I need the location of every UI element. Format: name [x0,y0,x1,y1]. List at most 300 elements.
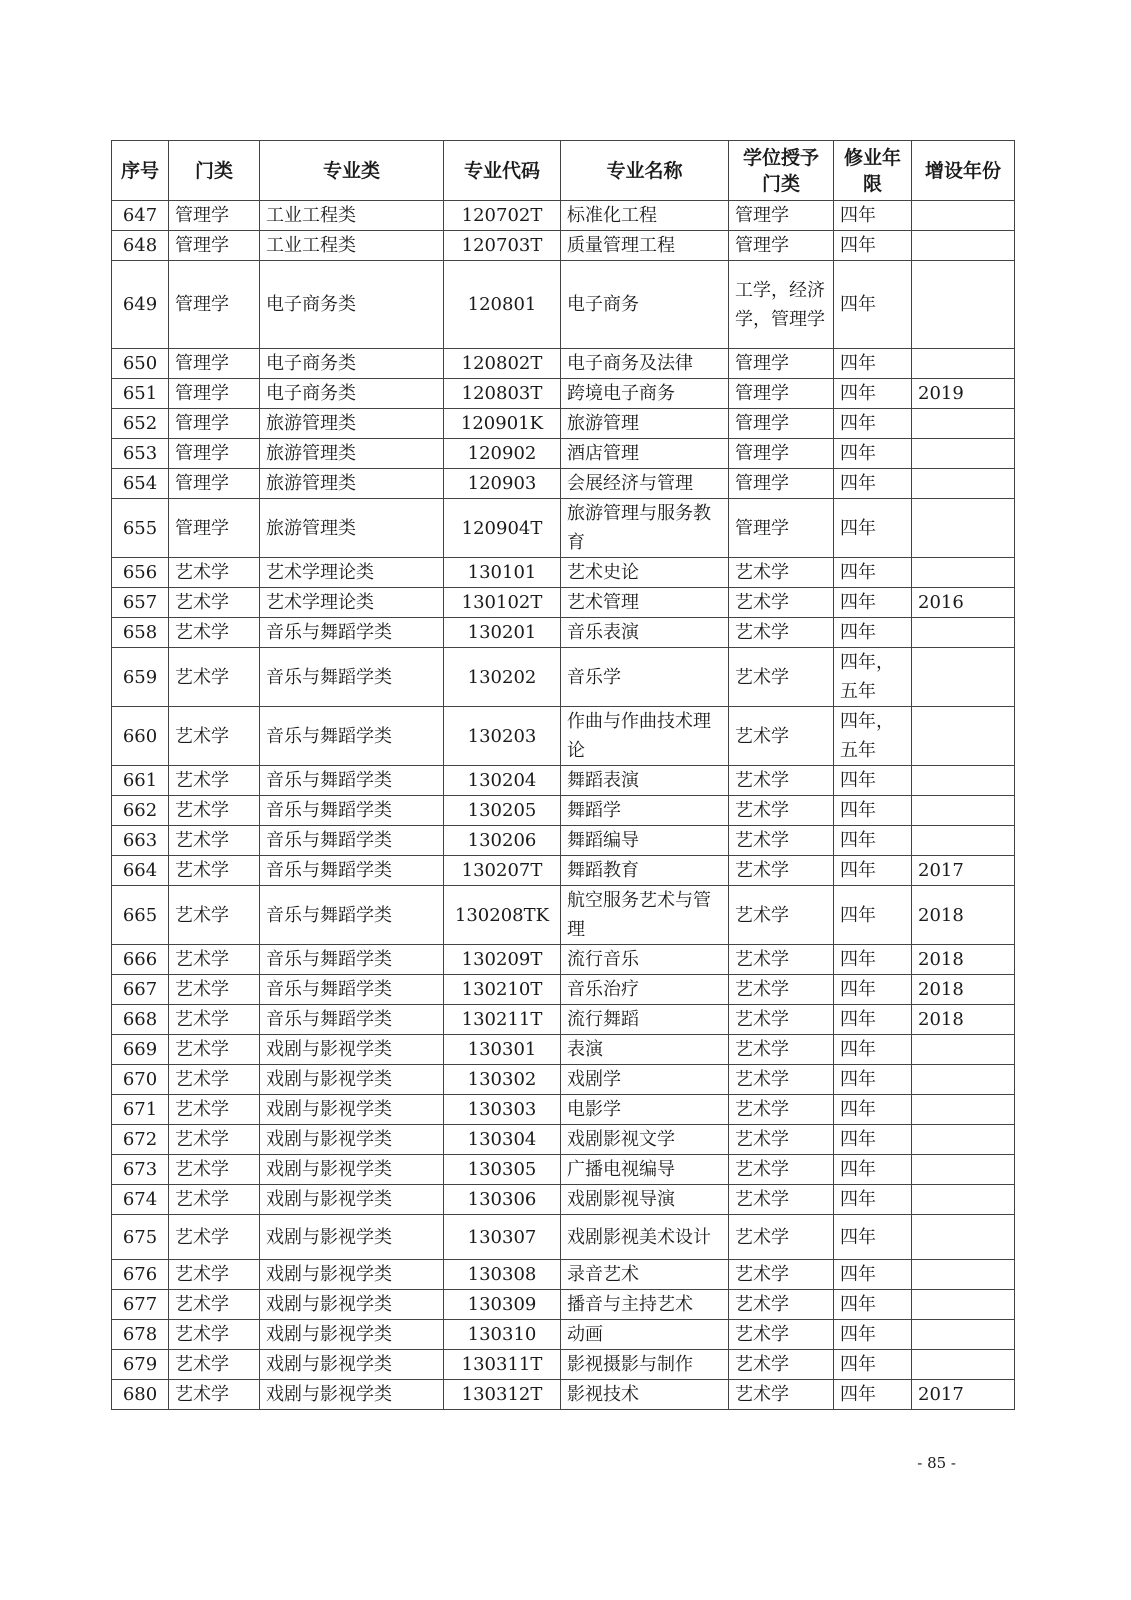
study-duration-cell: 四年 [834,1380,912,1410]
study-duration-cell: 四年，五年 [834,707,912,766]
major-category-cell: 戏剧与影视学类 [260,1320,444,1350]
year-added-cell [912,707,1015,766]
serial-number-cell: 670 [112,1065,169,1095]
degree-category-cell: 管理学 [729,439,834,469]
degree-category-cell: 艺术学 [729,558,834,588]
table-row [112,1005,1015,1035]
year-added-cell [912,1350,1015,1380]
degree-category-cell: 艺术学 [729,945,834,975]
degree-category-cell: 艺术学 [729,648,834,707]
degree-category-cell: 艺术学 [729,1125,834,1155]
year-added-cell [912,1125,1015,1155]
discipline-cell: 艺术学 [169,796,260,826]
major-code-cell: 130202 [444,648,561,707]
major-category-cell: 音乐与舞蹈学类 [260,945,444,975]
table-row [112,1185,1015,1215]
study-duration-cell: 四年 [834,766,912,796]
degree-category-cell: 工学，经济学，管理学 [729,261,834,349]
major-name-cell: 作曲与作曲技术理论 [561,707,729,766]
year-added-cell [912,1215,1015,1260]
year-added-cell: 2016 [912,588,1015,618]
major-name-cell: 影视摄影与制作 [561,1350,729,1380]
major-name-cell: 标准化工程 [561,201,729,231]
major-name-cell: 影视技术 [561,1380,729,1410]
major-name-cell: 酒店管理 [561,439,729,469]
table-row [112,261,1015,349]
study-duration-cell: 四年 [834,469,912,499]
degree-category-cell: 艺术学 [729,1380,834,1410]
serial-number-cell: 666 [112,945,169,975]
table-row [112,1290,1015,1320]
year-added-cell [912,1065,1015,1095]
serial-number-cell: 660 [112,707,169,766]
study-duration-cell: 四年 [834,796,912,826]
serial-number-cell: 677 [112,1290,169,1320]
degree-category-cell: 艺术学 [729,856,834,886]
table-row [112,1035,1015,1065]
major-name-cell: 电子商务 [561,261,729,349]
table-header [112,141,1015,201]
year-added-cell [912,766,1015,796]
study-duration-cell: 四年 [834,826,912,856]
degree-category-cell: 艺术学 [729,796,834,826]
major-category-cell: 戏剧与影视学类 [260,1260,444,1290]
serial-number-cell: 655 [112,499,169,558]
study-duration-cell: 四年 [834,349,912,379]
major-code-cell: 120903 [444,469,561,499]
serial-number-cell: 669 [112,1035,169,1065]
year-added-cell [912,1185,1015,1215]
study-duration-cell: 四年 [834,618,912,648]
discipline-cell: 艺术学 [169,1215,260,1260]
major-code-cell: 130303 [444,1095,561,1125]
serial-number-cell: 679 [112,1350,169,1380]
discipline-cell: 艺术学 [169,618,260,648]
major-code-cell: 130309 [444,1290,561,1320]
discipline-cell: 艺术学 [169,1320,260,1350]
major-name-cell: 音乐治疗 [561,975,729,1005]
major-code-cell: 120703T [444,231,561,261]
degree-category-cell: 艺术学 [729,1215,834,1260]
discipline-cell: 艺术学 [169,1290,260,1320]
major-category-cell: 电子商务类 [260,349,444,379]
header-discipline: 门类 [169,141,260,201]
discipline-cell: 艺术学 [169,856,260,886]
table-row [112,766,1015,796]
major-category-cell: 音乐与舞蹈学类 [260,796,444,826]
table-row [112,469,1015,499]
serial-number-cell: 667 [112,975,169,1005]
discipline-cell: 管理学 [169,231,260,261]
discipline-cell: 艺术学 [169,1065,260,1095]
major-name-cell: 舞蹈教育 [561,856,729,886]
degree-category-cell: 艺术学 [729,766,834,796]
major-name-cell: 跨境电子商务 [561,379,729,409]
major-code-cell: 130210T [444,975,561,1005]
year-added-cell: 2018 [912,886,1015,945]
table-row [112,1065,1015,1095]
table-row [112,1320,1015,1350]
degree-category-cell: 管理学 [729,469,834,499]
major-category-cell: 戏剧与影视学类 [260,1350,444,1380]
study-duration-cell: 四年 [834,1155,912,1185]
major-category-cell: 工业工程类 [260,201,444,231]
serial-number-cell: 668 [112,1005,169,1035]
degree-category-cell: 艺术学 [729,1290,834,1320]
degree-category-cell: 艺术学 [729,1155,834,1185]
study-duration-cell: 四年 [834,1290,912,1320]
major-code-cell: 130302 [444,1065,561,1095]
major-category-cell: 音乐与舞蹈学类 [260,886,444,945]
major-category-cell: 旅游管理类 [260,439,444,469]
table-row [112,201,1015,231]
year-added-cell [912,1095,1015,1125]
major-code-cell: 130207T [444,856,561,886]
serial-number-cell: 661 [112,766,169,796]
major-category-cell: 电子商务类 [260,261,444,349]
year-added-cell: 2017 [912,1380,1015,1410]
major-category-cell: 戏剧与影视学类 [260,1065,444,1095]
study-duration-cell: 四年 [834,1185,912,1215]
major-code-cell: 130308 [444,1260,561,1290]
year-added-cell [912,231,1015,261]
study-duration-cell: 四年 [834,261,912,349]
serial-number-cell: 671 [112,1095,169,1125]
major-name-cell: 电子商务及法律 [561,349,729,379]
year-added-cell: 2018 [912,975,1015,1005]
serial-number-cell: 650 [112,349,169,379]
major-code-cell: 130310 [444,1320,561,1350]
major-name-cell: 航空服务艺术与管理 [561,886,729,945]
discipline-cell: 艺术学 [169,945,260,975]
year-added-cell [912,1290,1015,1320]
degree-category-cell: 管理学 [729,231,834,261]
major-name-cell: 表演 [561,1035,729,1065]
degree-category-cell: 艺术学 [729,1005,834,1035]
year-added-cell [912,1155,1015,1185]
major-category-cell: 音乐与舞蹈学类 [260,975,444,1005]
table-row [112,1260,1015,1290]
degree-category-cell: 艺术学 [729,1320,834,1350]
year-added-cell: 2018 [912,945,1015,975]
major-category-cell: 音乐与舞蹈学类 [260,648,444,707]
major-category-cell: 戏剧与影视学类 [260,1290,444,1320]
header-major-name: 专业名称 [561,141,729,201]
table-row [112,886,1015,945]
serial-number-cell: 649 [112,261,169,349]
major-category-cell: 戏剧与影视学类 [260,1155,444,1185]
degree-category-cell: 管理学 [729,499,834,558]
table-row [112,439,1015,469]
year-added-cell [912,349,1015,379]
discipline-cell: 艺术学 [169,1095,260,1125]
major-category-cell: 音乐与舞蹈学类 [260,766,444,796]
study-duration-cell: 四年 [834,975,912,1005]
major-category-cell: 旅游管理类 [260,469,444,499]
degree-category-cell: 艺术学 [729,826,834,856]
study-duration-cell: 四年 [834,499,912,558]
major-code-cell: 130307 [444,1215,561,1260]
major-category-cell: 戏剧与影视学类 [260,1125,444,1155]
major-code-cell: 130306 [444,1185,561,1215]
discipline-cell: 管理学 [169,409,260,439]
serial-number-cell: 665 [112,886,169,945]
header-serial-number: 序号 [112,141,169,201]
study-duration-cell: 四年 [834,1005,912,1035]
major-category-cell: 旅游管理类 [260,409,444,439]
discipline-cell: 艺术学 [169,886,260,945]
year-added-cell: 2017 [912,856,1015,886]
table-row [112,379,1015,409]
header-row [112,141,1015,201]
table-row [112,349,1015,379]
degree-category-cell: 艺术学 [729,1260,834,1290]
degree-category-cell: 艺术学 [729,1185,834,1215]
study-duration-cell: 四年 [834,558,912,588]
degree-category-cell: 艺术学 [729,1035,834,1065]
serial-number-cell: 658 [112,618,169,648]
degree-category-cell: 艺术学 [729,1065,834,1095]
table-row [112,499,1015,558]
header-major-code: 专业代码 [444,141,561,201]
year-added-cell: 2019 [912,379,1015,409]
discipline-cell: 艺术学 [169,1005,260,1035]
discipline-cell: 管理学 [169,499,260,558]
degree-category-cell: 艺术学 [729,1095,834,1125]
major-code-cell: 120801 [444,261,561,349]
major-code-cell: 130206 [444,826,561,856]
major-code-cell: 120902 [444,439,561,469]
study-duration-cell: 四年 [834,1260,912,1290]
major-code-cell: 130208TK [444,886,561,945]
header-study-duration: 修业年限 [834,141,912,201]
major-name-cell: 戏剧影视美术设计 [561,1215,729,1260]
major-code-cell: 130205 [444,796,561,826]
serial-number-cell: 659 [112,648,169,707]
serial-number-cell: 676 [112,1260,169,1290]
major-code-cell: 130101 [444,558,561,588]
major-code-cell: 130102T [444,588,561,618]
study-duration-cell: 四年 [834,1215,912,1260]
table-row [112,1380,1015,1410]
major-name-cell: 电影学 [561,1095,729,1125]
discipline-cell: 艺术学 [169,588,260,618]
header-year-added: 增设年份 [912,141,1015,201]
major-code-cell: 120702T [444,201,561,231]
table-row [112,945,1015,975]
major-category-cell: 戏剧与影视学类 [260,1095,444,1125]
major-name-cell: 动画 [561,1320,729,1350]
degree-category-cell: 管理学 [729,349,834,379]
major-code-cell: 130312T [444,1380,561,1410]
major-name-cell: 流行音乐 [561,945,729,975]
discipline-cell: 艺术学 [169,975,260,1005]
major-name-cell: 播音与主持艺术 [561,1290,729,1320]
discipline-cell: 管理学 [169,439,260,469]
table-row [112,707,1015,766]
study-duration-cell: 四年 [834,1035,912,1065]
table-row [112,975,1015,1005]
discipline-cell: 艺术学 [169,1380,260,1410]
study-duration-cell: 四年 [834,1350,912,1380]
table-row [112,588,1015,618]
major-category-cell: 戏剧与影视学类 [260,1380,444,1410]
discipline-cell: 艺术学 [169,648,260,707]
year-added-cell [912,499,1015,558]
discipline-cell: 管理学 [169,379,260,409]
table-row [112,648,1015,707]
table-row [112,231,1015,261]
major-category-cell: 工业工程类 [260,231,444,261]
year-added-cell [912,648,1015,707]
serial-number-cell: 647 [112,201,169,231]
major-code-cell: 120803T [444,379,561,409]
serial-number-cell: 675 [112,1215,169,1260]
discipline-cell: 艺术学 [169,766,260,796]
discipline-cell: 管理学 [169,349,260,379]
major-name-cell: 艺术管理 [561,588,729,618]
table-row [112,409,1015,439]
serial-number-cell: 678 [112,1320,169,1350]
major-category-cell: 音乐与舞蹈学类 [260,1005,444,1035]
major-code-cell: 130204 [444,766,561,796]
major-code-cell: 130209T [444,945,561,975]
majors-table [111,140,1015,1410]
major-name-cell: 会展经济与管理 [561,469,729,499]
year-added-cell [912,439,1015,469]
year-added-cell [912,469,1015,499]
major-category-cell: 戏剧与影视学类 [260,1185,444,1215]
discipline-cell: 艺术学 [169,1035,260,1065]
major-code-cell: 130301 [444,1035,561,1065]
major-category-cell: 艺术学理论类 [260,558,444,588]
serial-number-cell: 657 [112,588,169,618]
major-name-cell: 舞蹈表演 [561,766,729,796]
serial-number-cell: 662 [112,796,169,826]
major-category-cell: 音乐与舞蹈学类 [260,618,444,648]
major-code-cell: 120901K [444,409,561,439]
major-category-cell: 音乐与舞蹈学类 [260,707,444,766]
study-duration-cell: 四年 [834,201,912,231]
study-duration-cell: 四年 [834,1095,912,1125]
major-name-cell: 旅游管理与服务教育 [561,499,729,558]
discipline-cell: 艺术学 [169,1125,260,1155]
serial-number-cell: 663 [112,826,169,856]
study-duration-cell: 四年 [834,409,912,439]
serial-number-cell: 653 [112,439,169,469]
major-name-cell: 录音艺术 [561,1260,729,1290]
discipline-cell: 艺术学 [169,826,260,856]
major-code-cell: 120802T [444,349,561,379]
table-row [112,1125,1015,1155]
major-name-cell: 戏剧影视文学 [561,1125,729,1155]
discipline-cell: 艺术学 [169,1350,260,1380]
major-name-cell: 戏剧影视导演 [561,1185,729,1215]
year-added-cell [912,201,1015,231]
serial-number-cell: 672 [112,1125,169,1155]
serial-number-cell: 674 [112,1185,169,1215]
header-degree-category: 学位授予门类 [729,141,834,201]
year-added-cell [912,826,1015,856]
study-duration-cell: 四年 [834,379,912,409]
major-category-cell: 音乐与舞蹈学类 [260,856,444,886]
discipline-cell: 艺术学 [169,1155,260,1185]
degree-category-cell: 管理学 [729,201,834,231]
table-row [112,856,1015,886]
year-added-cell [912,409,1015,439]
discipline-cell: 艺术学 [169,1185,260,1215]
major-code-cell: 130203 [444,707,561,766]
major-name-cell: 流行舞蹈 [561,1005,729,1035]
degree-category-cell: 艺术学 [729,975,834,1005]
year-added-cell [912,796,1015,826]
major-name-cell: 广播电视编导 [561,1155,729,1185]
study-duration-cell: 四年 [834,945,912,975]
major-name-cell: 音乐表演 [561,618,729,648]
serial-number-cell: 652 [112,409,169,439]
study-duration-cell: 四年 [834,856,912,886]
table-row [112,826,1015,856]
year-added-cell [912,1260,1015,1290]
table-row [112,1215,1015,1260]
major-category-cell: 艺术学理论类 [260,588,444,618]
study-duration-cell: 四年，五年 [834,648,912,707]
major-name-cell: 旅游管理 [561,409,729,439]
page-number: - 85 - [917,1454,956,1472]
table-row [112,1350,1015,1380]
major-code-cell: 130201 [444,618,561,648]
serial-number-cell: 673 [112,1155,169,1185]
year-added-cell [912,558,1015,588]
table-row [112,1155,1015,1185]
major-name-cell: 音乐学 [561,648,729,707]
degree-category-cell: 艺术学 [729,588,834,618]
major-code-cell: 130304 [444,1125,561,1155]
discipline-cell: 管理学 [169,261,260,349]
serial-number-cell: 656 [112,558,169,588]
table-row [112,618,1015,648]
major-name-cell: 戏剧学 [561,1065,729,1095]
major-code-cell: 130211T [444,1005,561,1035]
degree-category-cell: 艺术学 [729,707,834,766]
discipline-cell: 艺术学 [169,1260,260,1290]
serial-number-cell: 654 [112,469,169,499]
year-added-cell [912,261,1015,349]
study-duration-cell: 四年 [834,1065,912,1095]
major-code-cell: 120904T [444,499,561,558]
major-category-cell: 戏剧与影视学类 [260,1215,444,1260]
year-added-cell [912,618,1015,648]
table-row [112,558,1015,588]
table-row [112,1095,1015,1125]
major-name-cell: 艺术史论 [561,558,729,588]
degree-category-cell: 艺术学 [729,1350,834,1380]
table-body [112,201,1015,1410]
table-row [112,796,1015,826]
year-added-cell [912,1035,1015,1065]
study-duration-cell: 四年 [834,1125,912,1155]
major-category-cell: 音乐与舞蹈学类 [260,826,444,856]
degree-category-cell: 艺术学 [729,886,834,945]
discipline-cell: 管理学 [169,201,260,231]
degree-category-cell: 艺术学 [729,618,834,648]
study-duration-cell: 四年 [834,231,912,261]
discipline-cell: 管理学 [169,469,260,499]
serial-number-cell: 680 [112,1380,169,1410]
discipline-cell: 艺术学 [169,558,260,588]
study-duration-cell: 四年 [834,1320,912,1350]
major-code-cell: 130305 [444,1155,561,1185]
